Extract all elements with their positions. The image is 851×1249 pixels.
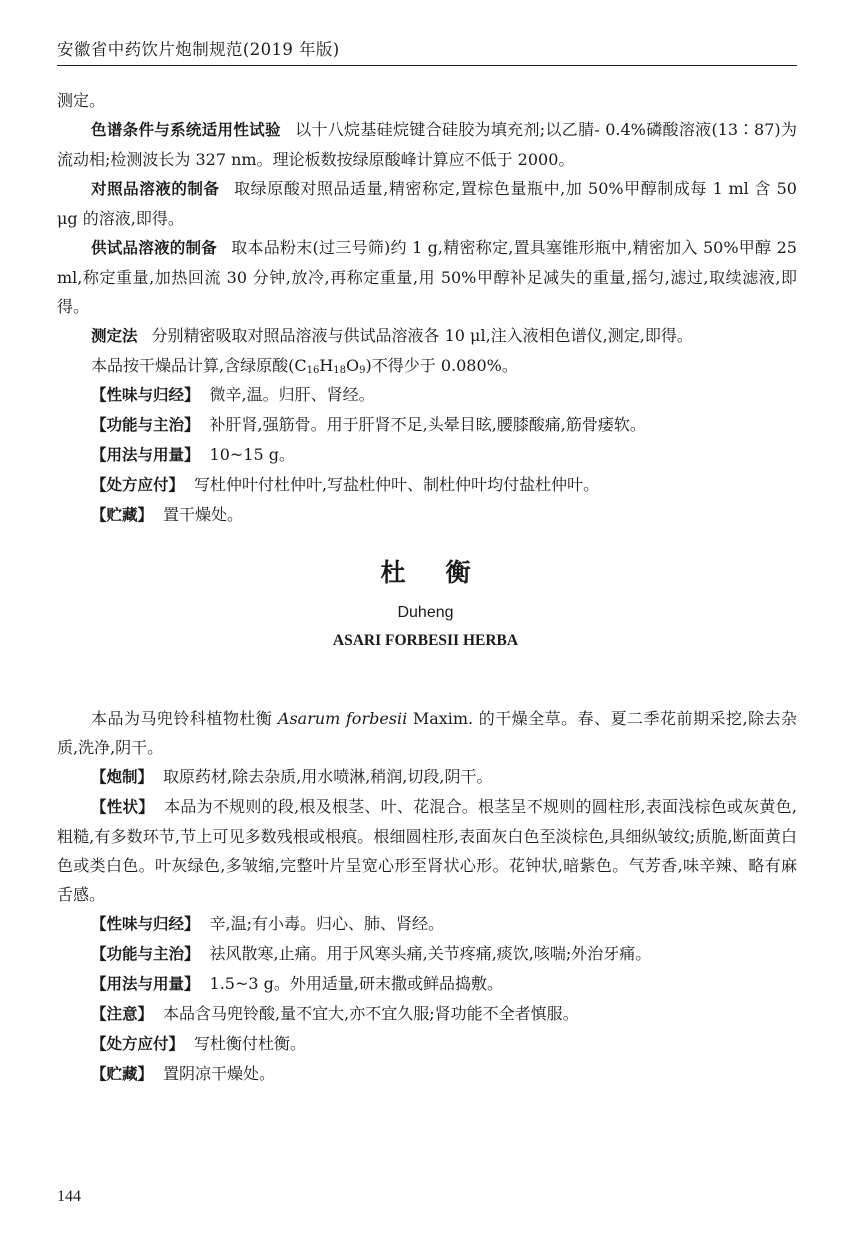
processing-item	[57, 762, 797, 792]
nature-text: 微辛,温。归肝、肾经。	[209, 385, 375, 404]
dosage-label: 【用法与用量】	[91, 446, 200, 464]
reference-solution-label: 对照品溶液的制备	[91, 180, 220, 198]
monograph-function-text: 祛风散寒,止痛。用于风寒头痛,关节疼痛,痰饮,咳喘;外治牙痛。	[209, 944, 652, 963]
monograph-prescription-label: 【处方应付】	[91, 1035, 185, 1053]
nature-item	[57, 380, 797, 410]
monograph-dosage-text: 1.5~3 g。外用适量,研末撒或鲜品捣敷。	[209, 974, 503, 993]
source-paragraph	[57, 704, 797, 762]
hydrogen-subscript: 18	[333, 365, 346, 376]
chromatography-text: 以十八烷基硅烷键合硅胶为填充剂;以乙腈- 0.4%磷酸溶液(13∶87)为流动相;检测波长为 327 nm。理论板数按绿原酸峰计算应不低于 2000。	[57, 120, 797, 169]
test-solution-paragraph	[57, 233, 797, 321]
monograph-nature-text: 辛,温;有小毒。归心、肺、肾经。	[209, 914, 444, 933]
nature-label: 【性味与归经】	[91, 386, 200, 404]
source-suffix: Maxim. 的干燥全草。春、夏二季花前期采挖,除去杂质,洗净,阴干。	[57, 709, 797, 757]
prescription-item	[57, 470, 797, 500]
storage-label: 【贮藏】	[91, 506, 154, 524]
caution-text: 本品含马兜铃酸,量不宜大,亦不宜久服;肾功能不全者慎服。	[163, 1004, 579, 1023]
content-limit-suffix: )不得少于 0.080%。	[365, 356, 518, 375]
function-label: 【功能与主治】	[91, 416, 200, 434]
running-header: 安徽省中药饮片炮制规范(2019 年版)	[57, 40, 340, 59]
monograph-title-pinyin: Duheng	[397, 604, 454, 621]
oxygen-symbol: O	[346, 356, 360, 375]
test-solution-text: 取本品粉末(过三号筛)约 1 g,精密称定,置具塞锥形瓶中,精密加入 50%甲醇 25 ml,称定重量,加热回流 30 分钟,放冷,再称定重量,用 50%甲醇补足减失的重量,摇匀,滤过,取续滤液,即得。	[57, 238, 797, 316]
chromatography-paragraph	[57, 115, 797, 174]
method-label: 测定法	[91, 327, 138, 345]
monograph-storage-item	[57, 1059, 797, 1089]
processing-text: 取原药材,除去杂质,用水喷淋,稍润,切段,阴干。	[163, 767, 493, 786]
hydrogen-symbol: H	[319, 356, 334, 375]
test-solution-label: 供试品溶液的制备	[91, 239, 218, 257]
prescription-text: 写杜仲叶付杜仲叶,写盐杜仲叶、制杜仲叶均付盐杜仲叶。	[194, 475, 600, 494]
function-item	[57, 410, 797, 440]
carbon-subscript: 16	[306, 365, 320, 376]
duheng-monograph-body	[57, 704, 797, 1089]
reference-solution-text: 取绿原酸对照品适量,精密称定,置棕色量瓶中,加 50%甲醇制成每 1 ml 含 50 μg 的溶液,即得。	[57, 179, 797, 228]
monograph-prescription-item	[57, 1029, 797, 1059]
reference-solution-paragraph	[57, 174, 797, 233]
monograph-nature-label: 【性味与归经】	[91, 915, 200, 933]
previous-monograph-continuation	[57, 86, 797, 530]
description-label: 【性状】	[91, 798, 154, 816]
prescription-label: 【处方应付】	[91, 476, 185, 494]
source-prefix: 本品为马兜铃科植物杜衡	[91, 709, 278, 728]
content-limit-prefix: 本品按干燥品计算,含绿原酸(C	[91, 356, 307, 375]
storage-item	[57, 500, 797, 530]
continuation-text: 测定。	[57, 91, 106, 110]
method-text: 分别精密吸取对照品溶液与供试品溶液各 10 μl,注入液相色谱仪,测定,即得。	[151, 326, 693, 345]
content-limit-paragraph	[57, 351, 797, 380]
monograph-dosage-item	[57, 969, 797, 999]
monograph-dosage-label: 【用法与用量】	[91, 975, 200, 993]
dosage-text: 10~15 g。	[209, 445, 295, 464]
monograph-storage-text: 置阴凉干燥处。	[163, 1064, 276, 1083]
description-text: 本品为不规则的段,根及根茎、叶、花混合。根茎呈不规则的圆柱形,表面浅棕色或灰黄色,粗糙,有多数环节,节上可见多数残根或根痕。根细圆柱形,表面灰白色至淡棕色,具细纵皱纹;质脆,断面黄白色或类白色。叶灰绿色,多皱缩,完整叶片呈宽心形至肾状心形。花钟状,暗紫色。气芳香,味辛辣、略有麻舌感。	[57, 797, 797, 904]
monograph-nature-item	[57, 909, 797, 939]
header-rule	[57, 65, 797, 66]
monograph-title-latin: ASARI FORBESII HERBA	[332, 632, 519, 649]
page-number: 144	[57, 1188, 81, 1205]
description-item	[57, 792, 797, 909]
caution-item	[57, 999, 797, 1029]
monograph-storage-label: 【贮藏】	[91, 1065, 154, 1083]
monograph-function-item	[57, 939, 797, 969]
method-paragraph	[57, 321, 797, 351]
monograph-function-label: 【功能与主治】	[91, 945, 200, 963]
monograph-title-chinese: 杜衡	[380, 558, 511, 587]
chromatography-label: 色谱条件与系统适用性试验	[91, 121, 281, 139]
species-name: Asarum forbesii	[277, 709, 408, 728]
caution-label: 【注意】	[91, 1005, 154, 1023]
storage-text: 置干燥处。	[163, 505, 244, 524]
dosage-item	[57, 440, 797, 470]
monograph-prescription-text: 写杜衡付杜衡。	[194, 1034, 307, 1053]
function-text: 补肝肾,强筋骨。用于肝肾不足,头晕目眩,腰膝酸痛,筋骨痿软。	[209, 415, 646, 434]
oxygen-subscript: 9	[359, 365, 366, 376]
processing-label: 【炮制】	[91, 768, 154, 786]
